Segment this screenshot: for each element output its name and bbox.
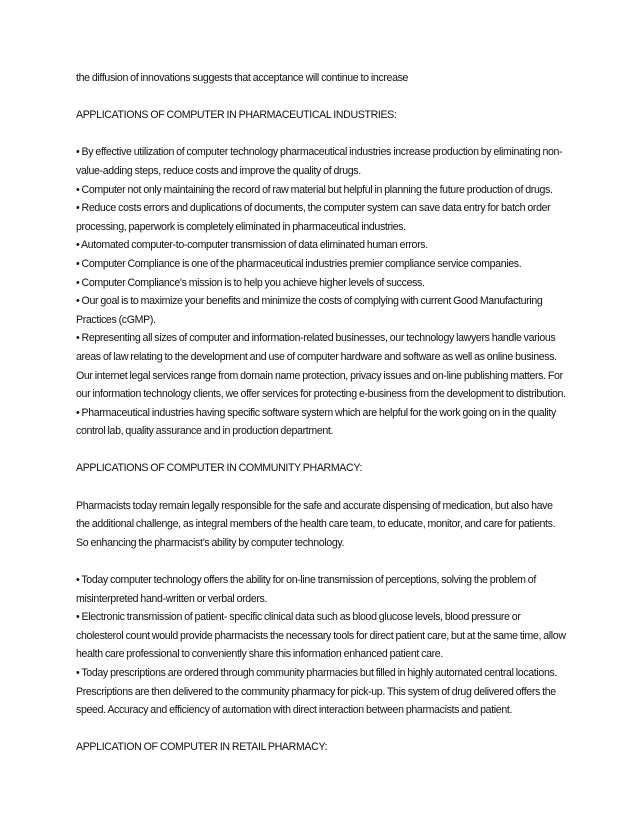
bullet-item: • Computer Compliance is one of the pharmaceutical industries premier compliance service companies. xyxy=(76,257,522,270)
intro-line: the diffusion of innovations suggests that acceptance will continue to increase xyxy=(76,72,409,84)
bullet-item: • By effective utilization of computer technology pharmaceutical industries increase production by eliminating non-value-adding steps, reduce costs and improve the quality of drugs. xyxy=(76,146,563,177)
section-heading-pharmaceutical-industries: APPLICATIONS OF COMPUTER IN PHARMACEUTICAL INDUSTRIES: xyxy=(76,109,397,122)
bullet-item: • Reduce costs errors and duplications of documents, the computer system can save data entry for batch order processing, paperwork is completely eliminated in pharmaceutical industries. xyxy=(76,202,551,233)
bullet-item: • Representing all sizes of computer and information-related businesses, our technology lawyers handle various areas of law relating to the development and use of computer hardware and software as well as online business. Our internet legal services range from domain name protection, privacy issues and on-line publishing matters. For our information technology clients, we offer services for protecting e-business from the development to distribution. xyxy=(76,332,566,401)
bullet-item: • Pharmaceutical industries having specific software system which are helpful for the work going on in the quality control lab, quality assurance and in production department. xyxy=(76,406,556,438)
bullet-item: • Our goal is to maximize your benefits and minimize the costs of complying with current Good Manufacturing Practices (cGMP). xyxy=(76,295,543,326)
section-heading-community-pharmacy: APPLICATIONS OF COMPUTER IN COMMUNITY PHARMACY: xyxy=(76,462,363,475)
community-pharmacy-paragraph: Pharmacists today remain legally responsible for the safe and accurate dispensing of medication, but also have the additional challenge, as integral members of the health care team, to educate, monitor, and care for patients. xyxy=(76,499,556,531)
community-pharmacy-bullet-list xyxy=(76,571,568,720)
bullet-item: • Computer Compliance's mission is to help you achieve higher levels of success. xyxy=(76,276,425,289)
section-heading-retail-pharmacy: APPLICATION OF COMPUTER IN RETAIL PHARMACY: xyxy=(76,741,328,754)
document-page xyxy=(76,69,568,757)
bullet-item: • Computer not only maintaining the record of raw material but helpful in planning the future production of drugs. xyxy=(76,183,553,196)
pharmaceutical-industries-bullet-list xyxy=(76,143,568,441)
bullet-item: • Today prescriptions are ordered through community pharmacies but filled in highly automated central locations. Prescriptions are then delivered to the community pharmacy for pick-up. This system of drug delivered offers the speed. Accuracy and efficiency of automation with direct interaction between pharmacists and patient. xyxy=(76,667,558,717)
bullet-item: • Electronic transmission of patient- specific clinical data such as blood glucose levels, blood pressure or cholesterol count would provide pharmacists the necessary tools for direct patient care, but at the same time, allow health care professional to conveniently share this information enhanced patient care. xyxy=(76,611,566,661)
bullet-item: • Automated computer-to-computer transmission of data eliminated human errors. xyxy=(76,239,428,252)
community-pharmacy-enhancing-line: So enhancing the pharmacist’s ability by computer technology. xyxy=(76,536,345,549)
bullet-item: • Today computer technology offers the ability for on-line transmission of perceptions, solving the problem of misinterpreted hand-written or verbal orders. xyxy=(76,574,536,605)
